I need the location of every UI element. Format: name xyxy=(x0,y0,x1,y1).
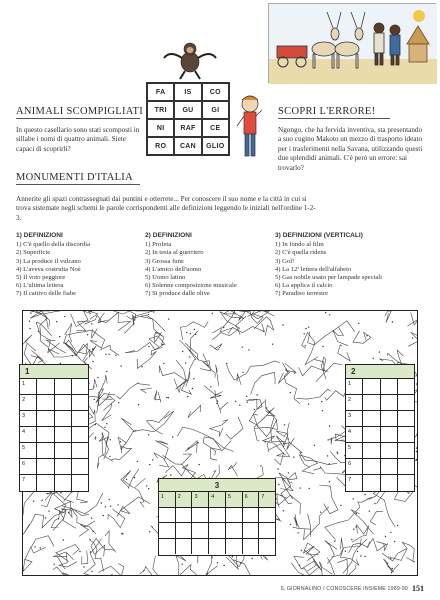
syllable-cell: RO xyxy=(147,137,174,155)
schema-row xyxy=(20,475,88,491)
schema-cell[interactable] xyxy=(20,395,37,410)
syllable-grid xyxy=(146,82,230,156)
schema-row-number: 4 xyxy=(22,429,26,435)
schema-3-header xyxy=(159,479,275,492)
schema-cell[interactable] xyxy=(20,379,37,394)
syllable-cell: CE xyxy=(202,119,229,137)
syllable-cell: RAF xyxy=(174,119,201,137)
page-number: 151 xyxy=(412,584,424,593)
schema-row xyxy=(159,523,275,539)
schema-cell[interactable] xyxy=(398,395,414,410)
schema-cell[interactable] xyxy=(159,523,176,538)
schema-cell[interactable] xyxy=(37,427,54,442)
schema-1-label: 1 xyxy=(25,367,30,376)
syllable-cell: GI xyxy=(202,101,229,119)
definizione-item: 7) Il cattivo delle fiabe xyxy=(16,290,77,298)
schema-cell[interactable] xyxy=(398,379,414,394)
schema-cell[interactable] xyxy=(243,539,260,555)
schema-cell[interactable] xyxy=(55,475,72,491)
schema-cell[interactable] xyxy=(398,443,414,458)
schema-row-number: 5 xyxy=(22,445,26,451)
schema-cell[interactable] xyxy=(55,411,72,426)
schema-1-header xyxy=(20,365,88,379)
schema-cell[interactable] xyxy=(55,459,72,474)
schema-cell[interactable] xyxy=(192,523,209,538)
schema-3 xyxy=(158,478,276,556)
schema-row xyxy=(346,395,414,411)
schema-row-number: 1 xyxy=(22,381,26,387)
schema-cell[interactable] xyxy=(72,475,88,491)
definizione-item: 1) C'è quello della discordia xyxy=(16,241,91,249)
definizioni-col-1 xyxy=(16,232,141,299)
syllable-cell: GLIO xyxy=(202,137,229,155)
schema-1 xyxy=(19,364,89,492)
boy-illustration xyxy=(234,92,266,162)
scopri-title: SCOPRI L'ERRORE! xyxy=(278,106,390,119)
boy-icon xyxy=(234,92,266,162)
schema-row xyxy=(346,379,414,395)
schema-cell[interactable] xyxy=(346,475,363,491)
schema-row-number: 7 xyxy=(22,477,26,483)
schema-cell[interactable] xyxy=(20,459,37,474)
schema-cell[interactable] xyxy=(381,395,398,410)
definizioni-head: 1) DEFINIZIONI xyxy=(16,232,63,239)
schema-cell[interactable] xyxy=(209,539,226,555)
schema-col-number: 6 xyxy=(244,494,248,500)
schema-row xyxy=(20,379,88,395)
schema-col-number: 4 xyxy=(211,494,215,500)
definizione-item: 3) Grossa fune xyxy=(145,257,184,265)
schema-row-number: 2 xyxy=(348,397,352,403)
schema-cell[interactable] xyxy=(72,395,88,410)
schema-cell[interactable] xyxy=(72,379,88,394)
definizioni-col-2 xyxy=(145,232,270,299)
schema-cell[interactable] xyxy=(259,523,275,538)
schema-cell[interactable] xyxy=(209,492,226,507)
schema-cell[interactable] xyxy=(381,443,398,458)
schema-cell[interactable] xyxy=(346,411,363,426)
schema-cell[interactable] xyxy=(243,523,260,538)
schema-2-header xyxy=(346,365,414,379)
definizioni-head: 2) DEFINIZIONI xyxy=(145,232,192,239)
schema-cell[interactable] xyxy=(72,459,88,474)
monkey-illustration xyxy=(160,40,220,80)
schema-cell[interactable] xyxy=(363,443,380,458)
schema-cell[interactable] xyxy=(209,508,226,523)
definizione-item: 7) Si produce dalle olive xyxy=(145,290,210,298)
syllable-cell: CO xyxy=(202,83,229,101)
schema-cell[interactable] xyxy=(55,443,72,458)
definizione-item: 7) Paradiso terrestre xyxy=(275,290,329,298)
schema-2 xyxy=(345,364,415,492)
schema-row-number: 6 xyxy=(348,461,352,467)
schema-col-number: 7 xyxy=(261,494,265,500)
definizione-item: 6) L'ultima lettera xyxy=(16,282,64,290)
schema-cell[interactable] xyxy=(176,492,193,507)
schema-row-number: 6 xyxy=(22,461,26,467)
schema-cell[interactable] xyxy=(37,443,54,458)
schema-cell[interactable] xyxy=(243,492,260,507)
schema-2-label: 2 xyxy=(351,367,356,376)
monumenti-title: MONUMENTI D'ITALIA xyxy=(16,172,140,185)
animali-title: ANIMALI SCOMPIGLIATI xyxy=(16,106,144,117)
schema-cell[interactable] xyxy=(209,523,226,538)
schema-cell[interactable] xyxy=(381,411,398,426)
schema-cell[interactable] xyxy=(72,427,88,442)
definizione-item: 2) C'è quella ridens xyxy=(275,249,327,257)
monumenti-intro: Annerite gli spazi contrassegnati dai puntini e otterrete... Per conoscere il suo nome e la città in cui si trova sistemate negli schemi le parole corrispondenti alle definizioni leggendo le iniziali nell'ordine 1-2-3. xyxy=(16,195,316,222)
definizione-item: 2) Superficie xyxy=(16,249,51,257)
schema-row xyxy=(346,459,414,475)
schema-cell[interactable] xyxy=(363,411,380,426)
schema-col-number: 3 xyxy=(194,494,198,500)
schema-cell[interactable] xyxy=(192,492,209,507)
definizione-item: 6) Solenne composizione musicale xyxy=(145,282,237,290)
schema-cell[interactable] xyxy=(363,459,380,474)
schema-cell[interactable] xyxy=(37,459,54,474)
schema-cell[interactable] xyxy=(159,508,176,523)
schema-cell[interactable] xyxy=(398,475,414,491)
schema-row xyxy=(159,492,275,508)
schema-cell[interactable] xyxy=(363,475,380,491)
syllable-cell: NI xyxy=(147,119,174,137)
schema-row xyxy=(159,539,275,555)
schema-cell[interactable] xyxy=(192,539,209,555)
schema-cell[interactable] xyxy=(381,475,398,491)
schema-row xyxy=(20,443,88,459)
schema-cell[interactable] xyxy=(346,379,363,394)
schema-col-number: 1 xyxy=(161,494,165,500)
schema-cell[interactable] xyxy=(259,508,275,523)
schema-cell[interactable] xyxy=(346,459,363,474)
schema-cell[interactable] xyxy=(55,379,72,394)
schema-col-number: 2 xyxy=(177,494,181,500)
schema-row xyxy=(159,508,275,524)
definizione-item: 6) La applica il calcio xyxy=(275,282,333,290)
definizione-item: 1) In fondo al film xyxy=(275,241,324,249)
schema-cell[interactable] xyxy=(381,379,398,394)
schema-row xyxy=(346,427,414,443)
definizione-item: 3) Gol! xyxy=(275,257,295,265)
schema-row-number: 3 xyxy=(348,413,352,419)
schema-cell[interactable] xyxy=(20,443,37,458)
schema-cell[interactable] xyxy=(398,427,414,442)
schema-cell[interactable] xyxy=(243,508,260,523)
definizione-item: 4) L'amico dell'uomo xyxy=(145,265,202,273)
schema-cell[interactable] xyxy=(55,427,72,442)
schema-cell[interactable] xyxy=(176,539,193,555)
definizione-item: 1) Profeta xyxy=(145,241,172,249)
definizione-item: 4) L'aveva costruita Noè xyxy=(16,265,81,273)
animali-text: In questo casellario sono stati scomposti in sillabe i nomi di quattro animali. Siete capaci di scoprirli? xyxy=(16,126,140,153)
schema-cell[interactable] xyxy=(346,427,363,442)
schema-row-number: 3 xyxy=(22,413,26,419)
definizione-item: 3) La produce il vulcano xyxy=(16,257,81,265)
schema-cell[interactable] xyxy=(159,539,176,555)
schema-cell[interactable] xyxy=(346,443,363,458)
definizione-item: 4) La 12ª lettera dell'alfabeto xyxy=(275,265,352,273)
schema-cell[interactable] xyxy=(226,492,243,507)
schema-row-number: 7 xyxy=(348,477,352,483)
definizioni-col-3 xyxy=(275,232,430,299)
schema-cell[interactable] xyxy=(192,508,209,523)
schema-cell[interactable] xyxy=(226,539,243,555)
schema-row xyxy=(346,443,414,459)
schema-cell[interactable] xyxy=(159,492,176,507)
syllable-cell: IS xyxy=(174,83,201,101)
footer-text: IL GIORNALINO / CONOSCERE INSIEME 1989-90 xyxy=(280,586,408,592)
schema-cell[interactable] xyxy=(363,379,380,394)
schema-cell[interactable] xyxy=(398,459,414,474)
definizione-item: 5) Uomo latino xyxy=(145,274,186,282)
definizioni-head: 3) DEFINIZIONI (VERTICALI) xyxy=(275,232,363,239)
schema-cell[interactable] xyxy=(226,508,243,523)
schema-row-number: 1 xyxy=(348,381,352,387)
schema-row-number: 2 xyxy=(22,397,26,403)
schema-cell[interactable] xyxy=(381,459,398,474)
syllable-cell: CAN xyxy=(174,137,201,155)
schema-cell[interactable] xyxy=(37,395,54,410)
schema-cell[interactable] xyxy=(20,427,37,442)
syllable-cell: GU xyxy=(174,101,201,119)
savana-scene-icon xyxy=(269,4,437,84)
schema-cell[interactable] xyxy=(226,523,243,538)
schema-3-label: 3 xyxy=(214,480,220,490)
schema-cell[interactable] xyxy=(55,395,72,410)
definizione-item: 5) Il voto peggiore xyxy=(16,274,66,282)
schema-cell[interactable] xyxy=(176,508,193,523)
schema-cell[interactable] xyxy=(259,539,275,555)
schema-cell[interactable] xyxy=(398,411,414,426)
monkey-icon xyxy=(160,40,220,80)
schema-cell[interactable] xyxy=(37,379,54,394)
schema-row xyxy=(346,475,414,491)
schema-row xyxy=(346,411,414,427)
schema-cell[interactable] xyxy=(37,475,54,491)
schema-col-number: 5 xyxy=(227,494,231,500)
schema-cell[interactable] xyxy=(72,411,88,426)
schema-cell[interactable] xyxy=(20,475,37,491)
schema-cell[interactable] xyxy=(37,411,54,426)
schema-row-number: 5 xyxy=(348,445,352,451)
syllable-cell: TRI xyxy=(147,101,174,119)
schema-row xyxy=(20,459,88,475)
schema-cell[interactable] xyxy=(72,443,88,458)
definizione-item: 2) In testa al guerriero xyxy=(145,249,204,257)
schema-row-number: 4 xyxy=(348,429,352,435)
schema-cell[interactable] xyxy=(363,395,380,410)
schema-cell[interactable] xyxy=(381,427,398,442)
schema-cell[interactable] xyxy=(176,523,193,538)
schema-cell[interactable] xyxy=(363,427,380,442)
schema-cell[interactable] xyxy=(20,411,37,426)
schema-row xyxy=(20,395,88,411)
scopri-text: Ngongo, che ha fervida inventiva, sta presentando a suo cugino Makoto un mezzo di trasporto ideato per i trasferimenti nella Savana, utilizzando questi due splendidi animali. C'è però un errore: sai trovarlo? xyxy=(278,126,423,172)
schema-cell[interactable] xyxy=(346,395,363,410)
syllable-cell: FA xyxy=(147,83,174,101)
schema-row xyxy=(20,411,88,427)
savana-illustration xyxy=(268,3,436,83)
definizione-item: 5) Gas nobile usato per lampade speciali xyxy=(275,274,382,282)
schema-row xyxy=(20,427,88,443)
schema-cell[interactable] xyxy=(259,492,275,507)
